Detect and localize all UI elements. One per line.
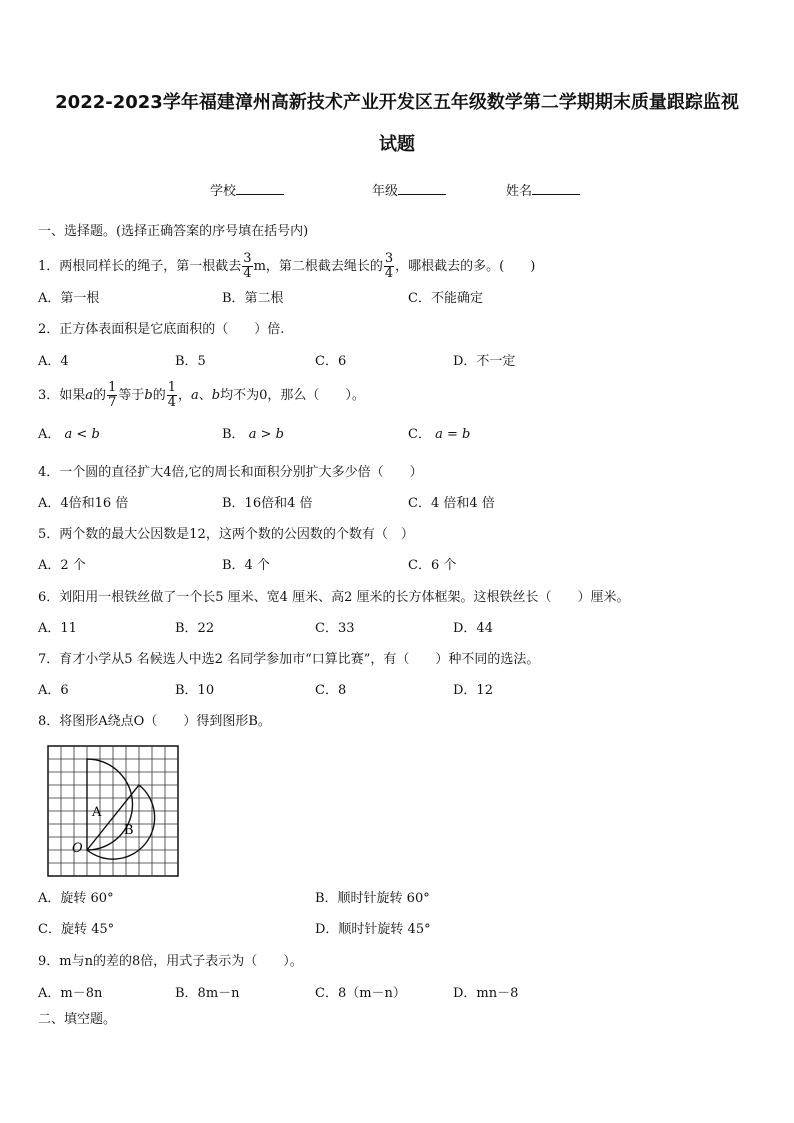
q7-option-c: C．8 bbox=[315, 683, 347, 698]
name-label: 姓名 bbox=[506, 184, 533, 199]
q8-option-c: C．旋转 45° bbox=[38, 922, 115, 937]
q3-var-a-2: a bbox=[191, 388, 199, 403]
school-label: 学校 bbox=[210, 184, 237, 199]
q6-option-b: B．22 bbox=[175, 621, 215, 636]
question-1 bbox=[38, 252, 535, 281]
rotation-grid-figure bbox=[46, 744, 182, 880]
q9-option-b: B．8m－n bbox=[175, 986, 240, 1001]
q4-option-c: C．4 倍和4 倍 bbox=[408, 496, 495, 511]
q3-frac2-denominator: 4 bbox=[167, 395, 176, 410]
title-line-2: 试题 bbox=[379, 134, 415, 155]
figure-b-shape bbox=[87, 785, 155, 859]
q3-option-b bbox=[222, 426, 284, 444]
q8-option-b: B．顺时针旋转 60° bbox=[315, 891, 430, 906]
q1-text-part1: 1．两根同样长的绳子，第一根截去 bbox=[38, 259, 242, 274]
q5-option-c: C．6 个 bbox=[408, 558, 457, 573]
q3-text-part7: 均不为0，那么（ ）。 bbox=[220, 388, 365, 403]
q6-option-d: D．44 bbox=[453, 621, 493, 636]
q3-frac1-numerator: 1 bbox=[108, 380, 117, 395]
q3-var-b: b bbox=[144, 388, 153, 403]
grade-label: 年级 bbox=[372, 184, 399, 199]
q3-text-part6: 、 bbox=[198, 388, 212, 403]
section-1-heading: 一、选择题。(选择正确答案的序号填在括号内) bbox=[38, 224, 309, 239]
question-7: 7．育才小学从5 名候选人中选2 名同学参加市“口算比赛”，有（ ）种不同的选法。 bbox=[38, 652, 540, 667]
q1-frac1-numerator: 3 bbox=[243, 251, 252, 266]
q4-option-a: A．4倍和16 倍 bbox=[38, 496, 129, 511]
school-field bbox=[210, 180, 284, 199]
name-blank bbox=[532, 182, 580, 195]
q1-text-part3: ，哪根截去的多。( ) bbox=[395, 259, 536, 274]
q7-option-a: A．6 bbox=[38, 683, 69, 698]
q1-option-c: C．不能确定 bbox=[408, 291, 483, 306]
q1-fraction-1 bbox=[242, 252, 252, 281]
question-2: 2．正方体表面积是它底面积的（ ）倍. bbox=[38, 322, 285, 337]
q3-option-c bbox=[408, 426, 470, 444]
q3-option-a bbox=[38, 426, 100, 444]
grade-blank bbox=[398, 182, 446, 195]
q3-fraction-1 bbox=[107, 381, 117, 410]
section-2-heading: 二、填空题。 bbox=[38, 1012, 117, 1027]
q3-option-a-expr: a < b bbox=[64, 427, 100, 442]
q3-option-c-expr: a = b bbox=[435, 427, 471, 442]
q3-option-c-label: C． bbox=[408, 427, 431, 442]
question-9: 9．m与n的差的8倍，用式子表示为（ ）。 bbox=[38, 954, 303, 969]
q3-text-part3: 等于 bbox=[118, 388, 145, 403]
q3-option-a-label: A． bbox=[38, 427, 61, 442]
question-4: 4．一个圆的直径扩大4倍,它的周长和面积分别扩大多少倍（ ） bbox=[38, 465, 423, 480]
q1-fraction-2 bbox=[384, 252, 394, 281]
question-3 bbox=[38, 381, 365, 410]
q3-var-a: a bbox=[85, 388, 94, 403]
school-blank bbox=[236, 182, 284, 195]
q3-text-part1: 3．如果 bbox=[38, 388, 86, 403]
title-line-1: 2022-2023学年福建漳州高新技术产业开发区五年级数学第二学期期末质量跟踪监视 bbox=[55, 92, 739, 113]
q3-fraction-2 bbox=[167, 381, 177, 410]
q1-frac1-denominator: 4 bbox=[243, 266, 252, 281]
q3-option-b-expr: a > b bbox=[248, 427, 284, 442]
q6-option-c: C．33 bbox=[315, 621, 355, 636]
q2-option-a: A．4 bbox=[38, 354, 69, 369]
q9-option-d: D．mn－8 bbox=[453, 986, 519, 1001]
q1-frac2-numerator: 3 bbox=[384, 251, 394, 266]
q1-option-b: B．第二根 bbox=[222, 291, 284, 306]
q9-option-a: A．m－8n bbox=[38, 986, 103, 1001]
q3-frac2-numerator: 1 bbox=[167, 380, 176, 395]
q8-option-d: D．顺时针旋转 45° bbox=[315, 922, 431, 937]
q3-text-part4: 的 bbox=[152, 388, 166, 403]
question-6: 6．刘阳用一根铁丝做了一个长5 厘米、宽4 厘米、高2 厘米的长方体框架。这根铁丝长（ ）厘米。 bbox=[38, 590, 630, 605]
question-8: 8．将图形A绕点O（ ）得到图形B。 bbox=[38, 714, 271, 729]
q9-option-c: C．8（m－n） bbox=[315, 986, 406, 1001]
q3-text-part5: ， bbox=[177, 388, 191, 403]
q3-option-b-label: B． bbox=[222, 427, 245, 442]
label-b: B bbox=[124, 823, 134, 838]
q1-text-part2: m，第二根截去绳长的 bbox=[253, 259, 383, 274]
q2-option-c: C．6 bbox=[315, 354, 347, 369]
q1-frac2-denominator: 4 bbox=[384, 266, 394, 281]
q2-option-b: B．5 bbox=[175, 354, 206, 369]
name-field bbox=[506, 180, 580, 199]
q5-option-b: B．4 个 bbox=[222, 558, 270, 573]
question-5: 5．两个数的最大公因数是12，这两个数的公因数的个数有（ ） bbox=[38, 527, 414, 542]
label-a: A bbox=[92, 805, 102, 820]
grid-lines bbox=[48, 746, 178, 876]
q5-option-a: A．2 个 bbox=[38, 558, 86, 573]
q7-option-b: B．10 bbox=[175, 683, 215, 698]
q2-option-d: D．不一定 bbox=[453, 354, 516, 369]
grade-field bbox=[372, 180, 446, 199]
q3-frac1-denominator: 7 bbox=[108, 395, 117, 410]
label-o: O bbox=[72, 841, 83, 856]
q8-option-a: A．旋转 60° bbox=[38, 891, 114, 906]
q6-option-a: A．11 bbox=[38, 621, 77, 636]
q3-var-b-2: b bbox=[211, 388, 221, 403]
q3-text-part2: 的 bbox=[93, 388, 107, 403]
q4-option-b: B．16倍和4 倍 bbox=[222, 496, 313, 511]
q7-option-d: D．12 bbox=[453, 683, 493, 698]
q1-option-a: A．第一根 bbox=[38, 291, 100, 306]
